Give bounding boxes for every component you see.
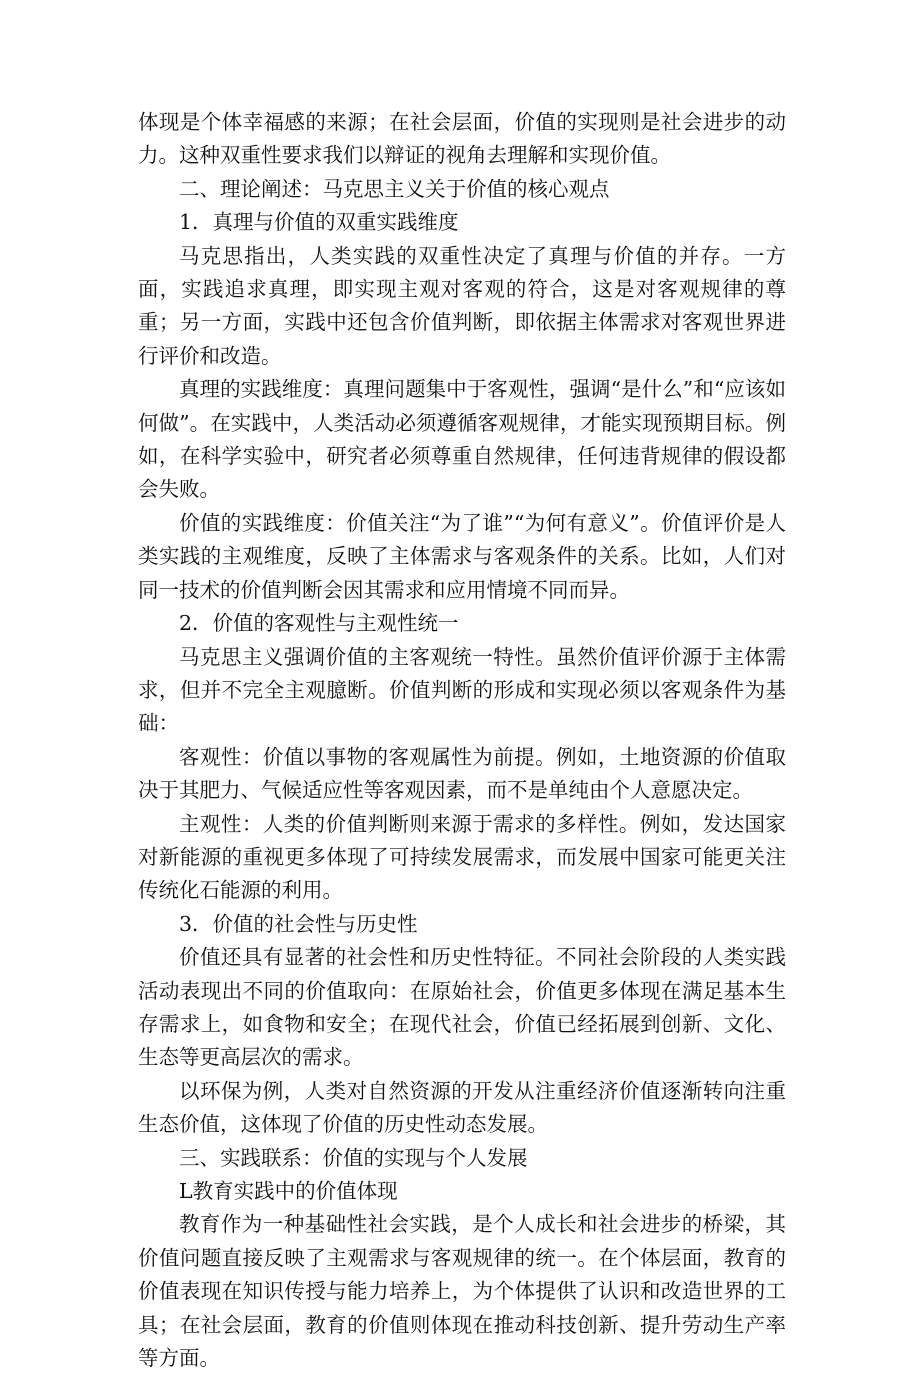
paragraph-objectivity: 客观性：价值以事物的客观属性为前提。例如，土地资源的价值取决于其肥力、气候适应性等客观因素，而不是单纯由个人意愿决定。 (138, 744, 786, 803)
section-heading-practice: 三、实践联系：价值的实现与个人发展 (179, 1145, 528, 1170)
subheading-objective-subjective: 2．价值的客观性与主观性统一 (179, 611, 459, 636)
document-page (138, 106, 786, 1375)
paragraph-continuation: 体现是个体幸福感的来源；在社会层面，价值的实现则是社会进步的动力。这种双重性要求我们以辩证的视角去理解和实现价值。 (138, 110, 786, 168)
paragraph-education: 教育作为一种基础性社会实践，是个人成长和社会进步的桥梁，其价值问题直接反映了主观需求与客观规律的统一。在个体层面，教育的价值表现在知识传授与能力培养上，为个体提供了认识和改造世界的工具；在社会层面，教育的价值则体现在推动科技创新、提升劳动生产率等方面。 (138, 1212, 786, 1371)
paragraph-value-dimension: 价值的实践维度：价值关注“为了谁”“为何有意义”。价值评价是人类实践的主观维度，反映了主体需求与客观条件的关系。比如，人们对同一技术的价值判断会因其需求和应用情境不同而异。 (138, 510, 786, 602)
paragraph-truth-dimension: 真理的实践维度：真理问题集中于客观性，强调“是什么”和“应该如何做”。在实践中，人类活动必须遵循客观规律，才能实现预期目标。例如，在科学实验中，研究者必须尊重自然规律，任何违背规律的假设都会失败。 (138, 377, 786, 502)
paragraph-unity: 马克思主义强调价值的主客观统一特性。虽然价值评价源于主体需求，但并不完全主观臆断。价值判断的形成和实现必须以客观条件为基础： (138, 644, 786, 736)
subheading-education: L教育实践中的价值体现 (179, 1179, 398, 1203)
paragraph-subjectivity: 主观性：人类的价值判断则来源于需求的多样性。例如，发达国家对新能源的重视更多体现了可持续发展需求，而发展中国家可能更关注传统化石能源的利用。 (138, 811, 786, 903)
subheading-social-historical: 3．价值的社会性与历史性 (179, 911, 418, 936)
subheading-truth-value: 1．真理与价值的双重实践维度 (179, 210, 459, 235)
paragraph-marx-practice: 马克思指出，人类实践的双重性决定了真理与价值的并存。一方面，实践追求真理，即实现主观对客观的符合，这是对客观规律的尊重；另一方面，实践中还包含价值判断，即依据主体需求对客观世界进行评价和改造。 (138, 243, 786, 368)
paragraph-environment-example: 以环保为例，人类对自然资源的开发从注重经济价值逐渐转向注重生态价值，这体现了价值的历史性动态发展。 (138, 1078, 786, 1137)
paragraph-social-historical: 价值还具有显著的社会性和历史性特征。不同社会阶段的人类实践活动表现出不同的价值取向：在原始社会，价值更多体现在满足基本生存需求上，如食物和安全；在现代社会，价值已经拓展到创新、文化、生态等更高层次的需求。 (138, 945, 786, 1070)
section-heading-theory: 二、理论阐述：马克思主义关于价值的核心观点 (179, 176, 610, 201)
